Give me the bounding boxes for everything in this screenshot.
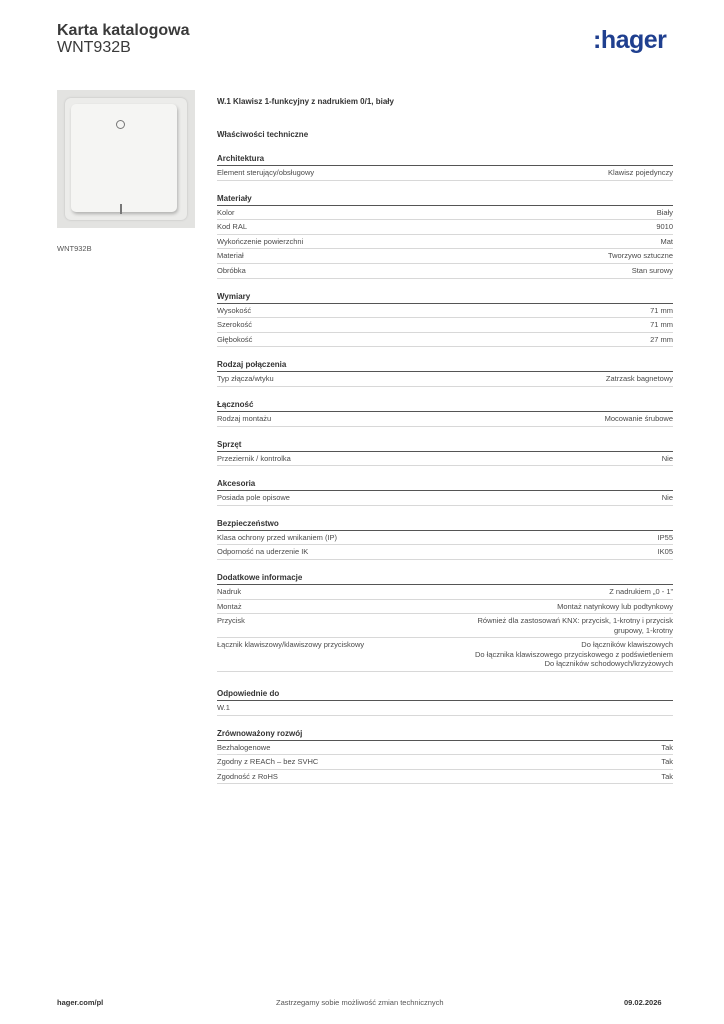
spec-value <box>475 640 673 669</box>
properties-title: Właściwości techniczne <box>217 130 309 139</box>
section-heading: Architektura <box>217 154 673 166</box>
spec-section <box>217 440 673 467</box>
spec-label: Montaż <box>217 601 242 611</box>
spec-section <box>217 292 673 348</box>
spec-row <box>217 701 673 716</box>
section-heading: Wymiary <box>217 292 673 304</box>
spec-row <box>217 333 673 348</box>
spec-value-line: 9010 <box>656 222 673 232</box>
spec-row <box>217 755 673 770</box>
spec-row <box>217 531 673 546</box>
spec-row <box>217 545 673 560</box>
spec-row <box>217 318 673 333</box>
section-heading: Akcesoria <box>217 479 673 491</box>
spec-value-line: Klawisz pojedynczy <box>607 168 673 177</box>
spec-value-line: 71 mm <box>650 320 673 330</box>
spec-label: Typ złącza/wtyku <box>217 374 274 384</box>
spec-value-line: Mocowanie śrubowe <box>604 413 673 423</box>
spec-row <box>217 220 673 235</box>
spec-label: Łącznik klawiszowy/klawiszowy przyciskowy <box>217 640 365 650</box>
spec-value-line: IP55 <box>657 532 673 542</box>
spec-value <box>478 616 673 635</box>
spec-value-line: Do łączników klawiszowych <box>581 640 673 650</box>
spec-value <box>657 208 673 218</box>
spec-label: W.1 <box>217 703 230 713</box>
spec-value-line: Do łącznika klawiszowego przyciskowego z podświetleniem <box>474 649 673 659</box>
spec-value-line: Tak <box>661 771 673 781</box>
spec-value <box>658 547 673 557</box>
spec-value <box>650 306 673 316</box>
spec-section <box>217 573 673 672</box>
spec-row <box>217 741 673 756</box>
spec-label: Wysokość <box>217 305 252 315</box>
spec-value-line: Z nadrukiem „0 - 1” <box>609 586 673 596</box>
spec-row <box>217 452 673 467</box>
spec-sections <box>217 154 673 784</box>
spec-label: Obróbka <box>217 265 246 275</box>
spec-value <box>650 320 673 330</box>
on-symbol-icon <box>120 204 122 214</box>
switch-rocker <box>71 104 177 212</box>
spec-row <box>217 638 673 672</box>
spec-label: Przycisk <box>217 616 245 626</box>
spec-label: Zgodny z REACh – bez SVHC <box>217 757 319 767</box>
spec-label: Nadruk <box>217 586 242 596</box>
spec-value-line: Zatrzask bagnetowy <box>605 374 673 384</box>
spec-label: Zgodność z RoHS <box>217 771 278 781</box>
spec-label: Szerokość <box>217 320 253 330</box>
spec-label: Bezhalogenowe <box>217 742 271 752</box>
spec-value <box>662 493 673 503</box>
spec-label: Posiada pole opisowe <box>217 493 290 503</box>
spec-row <box>217 770 673 785</box>
spec-row <box>217 166 673 181</box>
spec-value <box>650 335 673 345</box>
spec-section <box>217 400 673 427</box>
spec-value-line: Do łączników schodowych/krzyżowych <box>544 659 673 669</box>
spec-value <box>661 757 673 767</box>
spec-row <box>217 372 673 387</box>
spec-value-line: IK05 <box>657 547 673 557</box>
spec-label: Kolor <box>217 207 235 217</box>
section-heading: Rodzaj połączenia <box>217 360 673 372</box>
spec-section <box>217 479 673 506</box>
page-title: Karta katalogowa <box>57 22 190 39</box>
spec-value-line: Montaż natynkowy lub podtynkowy <box>557 601 673 611</box>
spec-value-line: Stan surowy <box>631 265 673 275</box>
spec-value <box>605 414 673 424</box>
spec-row <box>217 614 673 638</box>
spec-value <box>632 266 673 276</box>
footer-website[interactable]: hager.com/pl <box>57 998 104 1007</box>
spec-value-line: grupowy, 1-krotny <box>613 625 673 635</box>
spec-label: Przeziernik / kontrolka <box>217 453 291 463</box>
spec-row <box>217 206 673 221</box>
spec-value <box>660 237 673 247</box>
spec-value-line: 27 mm <box>650 334 673 344</box>
spec-row <box>217 585 673 600</box>
spec-label: Materiał <box>217 251 244 261</box>
spec-label: Odporność na uderzenie IK <box>217 547 309 557</box>
hager-logo: :hager <box>593 26 667 54</box>
spec-value <box>658 533 673 543</box>
spec-section <box>217 154 673 181</box>
spec-label: Głębokość <box>217 334 253 344</box>
spec-value <box>662 454 673 464</box>
spec-value-line: 71 mm <box>650 305 673 315</box>
product-image <box>57 90 195 228</box>
section-heading: Zrównoważony rozwój <box>217 729 673 741</box>
section-heading: Odpowiednie do <box>217 689 673 701</box>
spec-row <box>217 304 673 319</box>
spec-row <box>217 235 673 250</box>
section-heading: Łączność <box>217 400 673 412</box>
section-heading: Sprzęt <box>217 440 673 452</box>
spec-value-line: Tak <box>661 742 673 752</box>
spec-value-line: Nie <box>661 453 673 463</box>
spec-section <box>217 360 673 387</box>
spec-label: Wykończenie powierzchni <box>217 236 304 246</box>
spec-label: Element sterujący/obsługowy <box>217 168 315 177</box>
spec-label: Rodzaj montażu <box>217 413 272 423</box>
spec-value-line: Nie <box>661 493 673 503</box>
spec-section <box>217 689 673 716</box>
spec-label: Kod RAL <box>217 222 248 232</box>
spec-row <box>217 491 673 506</box>
spec-value <box>661 772 673 782</box>
product-title: W.1 Klawisz 1-funkcyjny z nadrukiem 0/1, biały <box>217 97 394 106</box>
section-heading: Dodatkowe informacje <box>217 573 673 585</box>
section-heading: Materiały <box>217 194 673 206</box>
spec-value <box>608 251 673 261</box>
spec-value-line: Biały <box>656 207 673 217</box>
spec-value <box>608 168 673 178</box>
spec-value-line: Mat <box>660 236 673 246</box>
spec-value-line: Tak <box>661 757 673 767</box>
spec-value-line: Tworzywo sztuczne <box>607 251 673 261</box>
spec-section <box>217 729 673 785</box>
off-symbol-icon <box>116 120 125 129</box>
footer-date: 09.02.2026 <box>624 998 662 1007</box>
spec-content <box>217 96 673 784</box>
product-code: WNT932B <box>57 39 131 56</box>
spec-section <box>217 194 673 279</box>
footer-disclaimer: Zastrzegamy sobie możliwość zmian technicznych <box>276 998 444 1007</box>
image-caption: WNT932B <box>57 244 92 253</box>
spec-value <box>606 374 673 384</box>
spec-value <box>609 587 673 597</box>
spec-section <box>217 519 673 560</box>
spec-row <box>217 412 673 427</box>
spec-value <box>661 743 673 753</box>
spec-value <box>557 602 673 612</box>
spec-value-line: Również dla zastosowań KNX: przycisk, 1-krotny i przycisk <box>477 616 673 626</box>
spec-value <box>656 222 673 232</box>
spec-row <box>217 264 673 279</box>
spec-label: Klasa ochrony przed wnikaniem (IP) <box>217 532 338 542</box>
section-heading: Bezpieczeństwo <box>217 519 673 531</box>
spec-row <box>217 600 673 615</box>
spec-row <box>217 249 673 264</box>
